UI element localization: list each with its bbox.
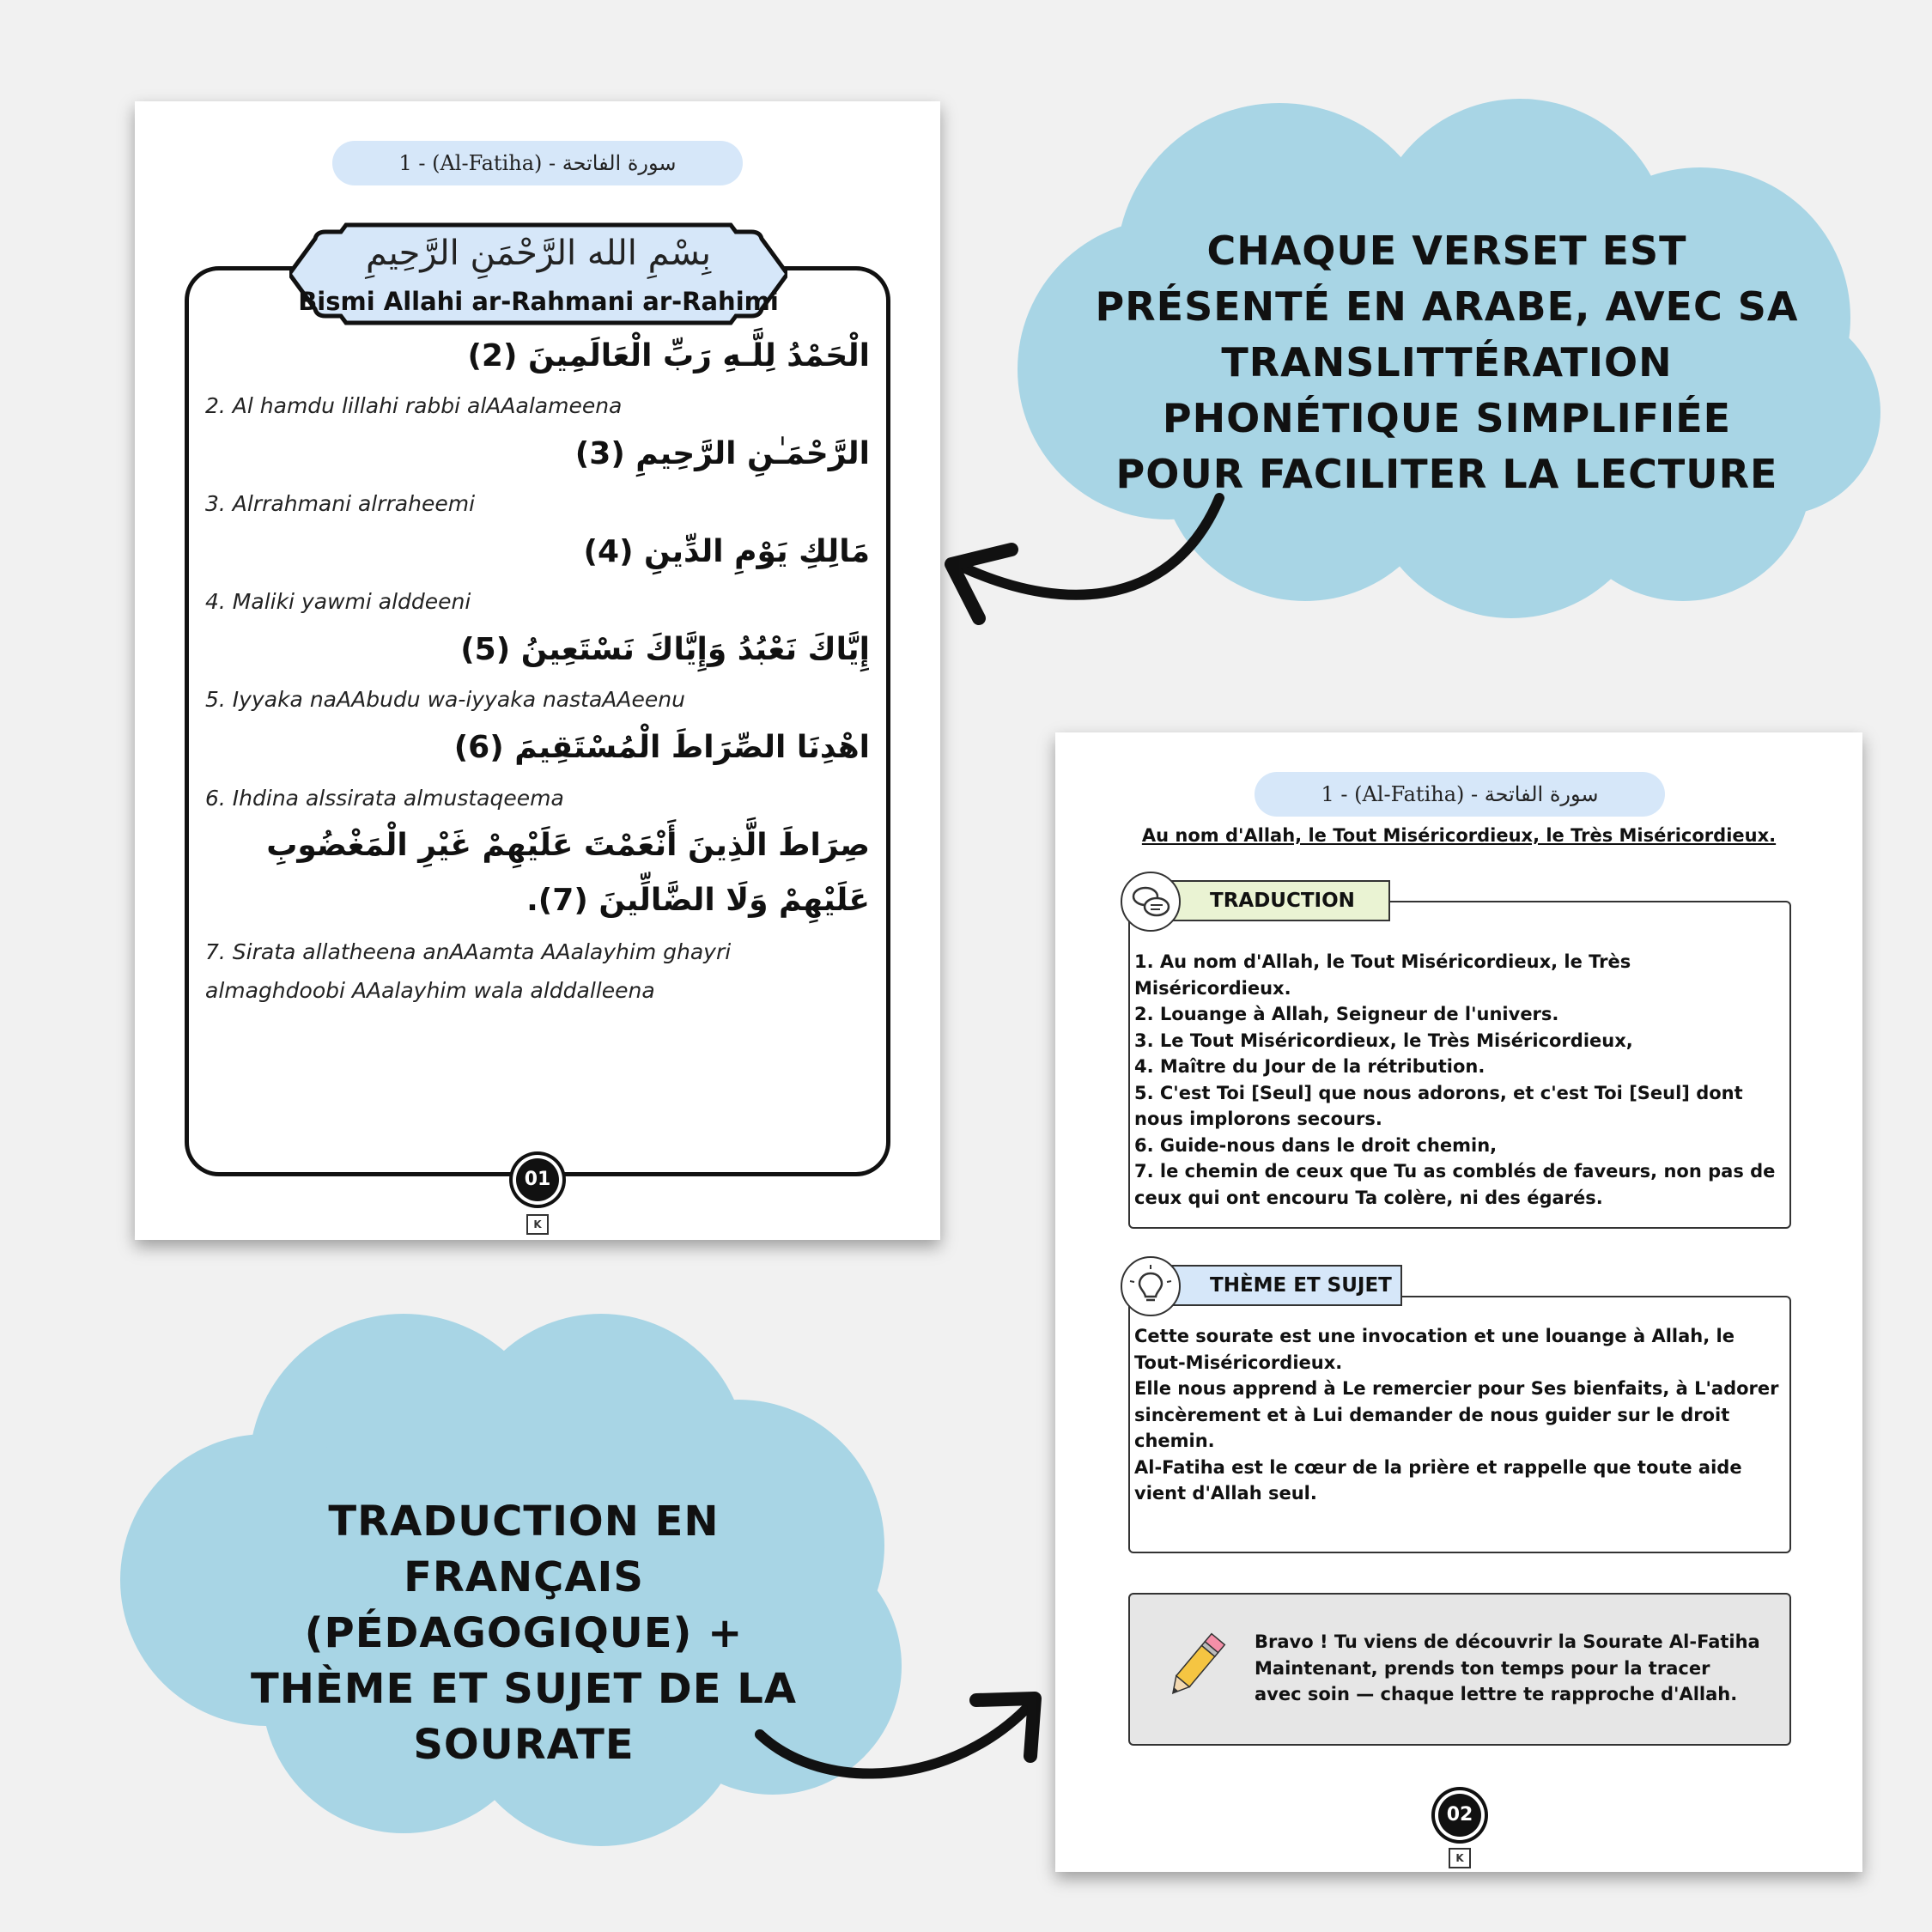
worksheet-page-arabic xyxy=(135,101,940,1240)
bravo-box xyxy=(1128,1593,1791,1746)
verse-transliteration: 5. Iyyaka naAAbudu wa-iyyaka nastaAAeenu xyxy=(205,687,685,712)
surah-header: 1 - (Al-Fatiha) - سورة الفاتحة xyxy=(332,141,743,185)
bravo-text xyxy=(1255,1629,1761,1708)
theme-tab: THÈME ET SUJET xyxy=(1157,1265,1402,1306)
bismillah-transliteration: Bismi Allahi ar-Rahmani ar-Rahimi xyxy=(298,287,779,316)
theme-line: Al-Fatiha est le cœur de la prière et rappelle que toute aide vient d'Allah seul. xyxy=(1134,1456,1742,1504)
verse-arabic: اهْدِنَا الصِّرَاطَ الْمُسْتَقِيمَ (6) xyxy=(453,730,870,765)
verse-arabic: الْحَمْدُ لِلَّـهِ رَبِّ الْعَالَمِينَ (2) xyxy=(467,338,870,374)
lightbulb-icon xyxy=(1121,1256,1181,1316)
traduction-tab: TRADUCTION xyxy=(1157,880,1390,921)
verse-transliteration: 6. Ihdina alssirata almustaqeema xyxy=(205,786,564,811)
traduction-line: 7. le chemin de ceux que Tu as comblés de faveurs, non pas de ceux qui ont encouru Ta colère, ni des égarés. xyxy=(1134,1161,1776,1208)
theme-line: Elle nous apprend à Le remercier pour Ses bienfaits, à L'adorer sincèrement et à Lui demander de nous guider sur le droit chemin. xyxy=(1134,1378,1779,1451)
verse-transliteration: 3. Alrrahmani alrraheemi xyxy=(205,491,476,516)
bravo-line: Bravo ! Tu viens de découvrir la Sourate Al-Fatiha xyxy=(1255,1631,1760,1652)
traduction-line: 5. C'est Toi [Seul] que nous adorons, et c'est Toi [Seul] dont nous implorons secours. xyxy=(1134,1082,1743,1129)
page-number-badge: 01 xyxy=(516,1158,559,1201)
traduction-line: 4. Maître du Jour de la rétribution. xyxy=(1134,1056,1485,1077)
callout-text-bottom: TRADUCTION EN FRANÇAIS (PÉDAGOGIQUE) + THÈME ET SUJET DE LA SOURATE xyxy=(251,1498,797,1769)
verse-arabic: مَالِكِ يَوْمِ الدِّينِ (4) xyxy=(583,534,870,569)
page-heading: Au nom d'Allah, le Tout Miséricordieux, le Très Miséricordieux. xyxy=(1141,825,1777,846)
bismillah-arabic: بِسْمِ الله الرَّحْمَنِ الرَّحِيمِ xyxy=(365,234,712,273)
pencil-icon xyxy=(1156,1629,1233,1706)
surah-header: 1 - (Al-Fatiha) - سورة الفاتحة xyxy=(1255,772,1665,817)
verse-arabic-continued: عَلَيْهِمْ وَلَا الضَّالِّينَ (7). xyxy=(526,883,870,918)
curved-arrow-icon xyxy=(951,498,1219,618)
curved-arrow-icon xyxy=(760,1698,1035,1774)
theme-text xyxy=(1134,1323,1787,1507)
verse-transliteration: 7. Sirata allatheena anAAamta AAalayhim ghayri almaghdoobi AAalayhim wala alddalleena xyxy=(205,939,732,1003)
verse-arabic: الرَّحْمَـٰنِ الرَّحِيمِ (3) xyxy=(574,436,870,471)
traduction-line: 1. Au nom d'Allah, le Tout Miséricordieux, le Très Miséricordieux. xyxy=(1134,951,1631,999)
traduction-text xyxy=(1134,949,1787,1211)
brand-logo: K xyxy=(526,1214,549,1235)
traduction-line: 6. Guide-nous dans le droit chemin, xyxy=(1134,1134,1498,1156)
verse-transliteration: 4. Maliki yawmi alddeeni xyxy=(205,589,471,614)
page-number-badge: 02 xyxy=(1438,1794,1481,1837)
traduction-line: 2. Louange à Allah, Seigneur de l'univers. xyxy=(1134,1004,1559,1024)
theme-line: Cette sourate est une invocation et une louange à Allah, le Tout-Miséricordieux. xyxy=(1134,1326,1735,1373)
verse-transliteration: 2. Al hamdu lillahi rabbi alAAalameena xyxy=(205,393,623,418)
traduction-line: 3. Le Tout Miséricordieux, le Très Miséricordieux, xyxy=(1134,1030,1633,1051)
verse-arabic: صِرَاطَ الَّذِينَ أَنْعَمْتَ عَلَيْهِمْ غَيْرِ الْمَغْضُوبِ xyxy=(266,828,870,863)
bismillah-banner xyxy=(289,222,787,326)
bravo-line: Maintenant, prends ton temps pour la tracer avec soin — chaque lettre te rapproche d'Allah. xyxy=(1255,1657,1738,1704)
verse-arabic: إِيَّاكَ نَعْبُدُ وَإِيَّاكَ نَسْتَعِينُ (5) xyxy=(460,632,870,667)
callout-text-top: CHAQUE VERSET EST PRÉSENTÉ EN ARABE, AVEC SA TRANSLITTÉRATION PHONÉTIQUE SIMPLIFIÉE POUR FACILITER LA LECTURE xyxy=(1095,228,1799,497)
chat-bubbles-icon xyxy=(1121,872,1181,932)
worksheet-page-translation xyxy=(1055,732,1862,1872)
brand-logo: K xyxy=(1449,1848,1471,1868)
